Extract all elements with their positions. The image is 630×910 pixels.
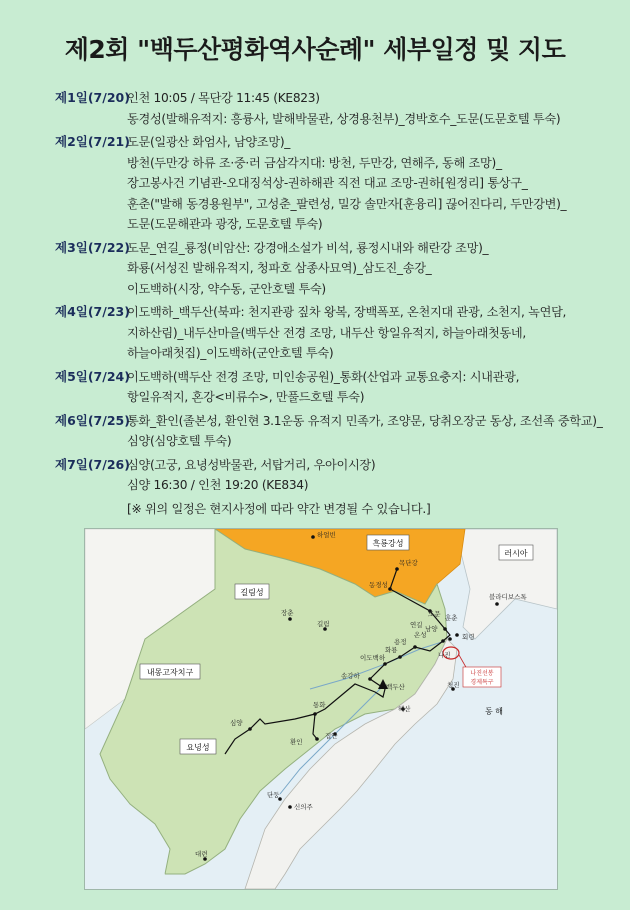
city-label: 집안 <box>325 732 338 740</box>
city-label: 심양 <box>230 719 243 727</box>
schedule-line: 화룡(서성진 발해유적지, 청파호 삼종사묘역)_삼도진_송강_ <box>127 261 432 275</box>
schedule-day-7 <box>55 455 615 496</box>
rason-callout <box>463 667 501 687</box>
svg-text:내몽고자치구: 내몽고자치구 <box>146 668 194 677</box>
day-label: 제4일(7/23) <box>55 304 130 319</box>
city-label: 동경성 <box>369 581 388 589</box>
schedule-day-4 <box>55 302 615 364</box>
schedule-line: 도문(일광산 화엄사, 남양조망)_ <box>127 135 291 149</box>
schedule-line: 인천 10:05 / 목단강 11:45 (KE823) <box>127 91 320 105</box>
schedule-line: 항일유적지, 혼강<비류수>, 만풀드호텔 투숙) <box>127 390 365 404</box>
map-canvas <box>85 529 557 889</box>
city-label: 장춘 <box>281 609 294 617</box>
schedule-line: 훈춘("발해 동경용원부", 고성춘_팔련성, 밀강 솔만자[훈융리] 끊어진다리, 두만강변)_ <box>127 196 567 211</box>
schedule-line: 하늘아래첫집)_이도백하(군안호텔 투숙) <box>127 346 334 360</box>
schedule-note: [※ 위의 일정은 현지사정에 따라 약간 변경될 수 있습니다.] <box>127 501 431 516</box>
schedule-day-2 <box>55 132 615 235</box>
city-label: 남양 <box>425 625 438 633</box>
city-label: 혜산 <box>398 705 411 713</box>
region-label-liaoning <box>180 739 216 754</box>
city-label: 훈춘 <box>445 614 458 622</box>
page-title: 제2회 "백두산평화역사순례" 세부일정 및 지도 <box>64 35 566 64</box>
schedule-line: 도문_연길_룡정(비암산: 강경애소설가 비석, 룡정시내와 해란강 조망)_ <box>127 240 489 255</box>
svg-text:나진선봉: 나진선봉 <box>470 670 494 677</box>
schedule-line: 이도백하_백두산(북파: 천지관광 짚차 왕복, 장백폭포, 온천지대 관광, 소천지, 녹연담, <box>127 305 567 319</box>
region-label-inner-mongolia <box>140 664 200 679</box>
schedule-line: 심양 16:30 / 인천 19:20 (KE834) <box>127 478 309 492</box>
day-label: 제7일(7/26) <box>55 456 130 472</box>
day-label: 제3일(7/22) <box>55 239 130 255</box>
city-label: 길림 <box>317 620 330 628</box>
schedule-day-3 <box>55 238 615 300</box>
region-label-russia <box>499 545 533 560</box>
city-label: 도문 <box>428 610 441 618</box>
schedule-line: 심양(심양호텔 투숙) <box>127 434 232 448</box>
schedule-line: 장고봉사건 기념관-오대징석상-권하해관 직전 대교 조망-권하[원정리] 통상구_ <box>127 176 528 190</box>
city-label: 나진 <box>438 651 451 659</box>
city-label: 송강하 <box>341 672 360 680</box>
day-label: 제2일(7/21) <box>55 134 130 149</box>
city-label: 연길 <box>410 621 423 629</box>
svg-text:경제특구: 경제특구 <box>470 679 494 686</box>
city-label: 화룡 <box>385 646 398 654</box>
svg-text:러시아: 러시아 <box>504 549 528 558</box>
svg-text:흑룡강성: 흑룡강성 <box>372 539 404 548</box>
city-label: 용정 <box>394 638 407 646</box>
schedule-line: 지하산림)_내두산마을(백두산 전경 조망, 내두산 항일유적지, 하늘아래첫동네, <box>127 325 526 340</box>
city-label: 백두산 <box>386 683 405 691</box>
city-label: 하얼빈 <box>317 531 336 539</box>
schedule-day-6 <box>55 411 615 452</box>
city-label: 청진 <box>447 681 460 689</box>
schedule-line: 동경성(발해유적지: 흥륭사, 발해박물관, 상경용천부)_경박호수_도문(도문호텔 투숙) <box>127 111 561 126</box>
region-label-jilin <box>235 584 269 599</box>
city-label: 통화 <box>313 701 326 709</box>
schedule-line: 방천(두만강 하류 조·중·러 금삼각지대: 방천, 두만강, 연해주, 동해 조망)_ <box>127 155 502 170</box>
day-label: 제6일(7/25) <box>55 412 130 428</box>
schedule-line: 도문(도문해관과 광장, 도문호텔 투숙) <box>127 217 323 231</box>
schedule-day-1 <box>55 88 615 129</box>
city-label: 온성 <box>414 631 427 639</box>
svg-text:요녕성: 요녕성 <box>186 743 210 752</box>
schedule-line: 통화_환인(졸본성, 환인현 3.1운동 유적지 민족가, 조양문, 당취오장군 동상, 조선족 중학교)_ <box>127 413 603 428</box>
east-sea-label: 동 해 <box>485 707 503 716</box>
day-label: 제5일(7/24) <box>55 368 130 384</box>
city-label: 회령 <box>462 633 475 641</box>
schedule-list <box>55 88 615 519</box>
schedule-line: 이도백하(시장, 약수동, 군안호텔 투숙) <box>127 281 326 296</box>
day-label: 제1일(7/20) <box>55 90 130 105</box>
city-label: 대련 <box>195 850 208 858</box>
route-map <box>84 528 558 890</box>
city-label: 단둥 <box>267 791 280 799</box>
svg-text:길림성: 길림성 <box>240 588 264 597</box>
city-label: 신의주 <box>294 803 313 811</box>
schedule-line: 심양(고궁, 요녕성박물관, 서탑거리, 우아이시장) <box>127 457 376 472</box>
city-label: 목단강 <box>399 559 418 567</box>
schedule-day-5 <box>55 367 615 408</box>
region-label-heilongjiang <box>367 535 409 550</box>
schedule-line: 이도백하(백두산 전경 조망, 미인송공원)_통화(산업과 교통요충지: 시내관광, <box>127 369 520 384</box>
city-label: 블라디보스톡 <box>489 593 527 601</box>
city-label: 이도백하 <box>360 654 386 662</box>
city-label: 환인 <box>290 738 303 746</box>
